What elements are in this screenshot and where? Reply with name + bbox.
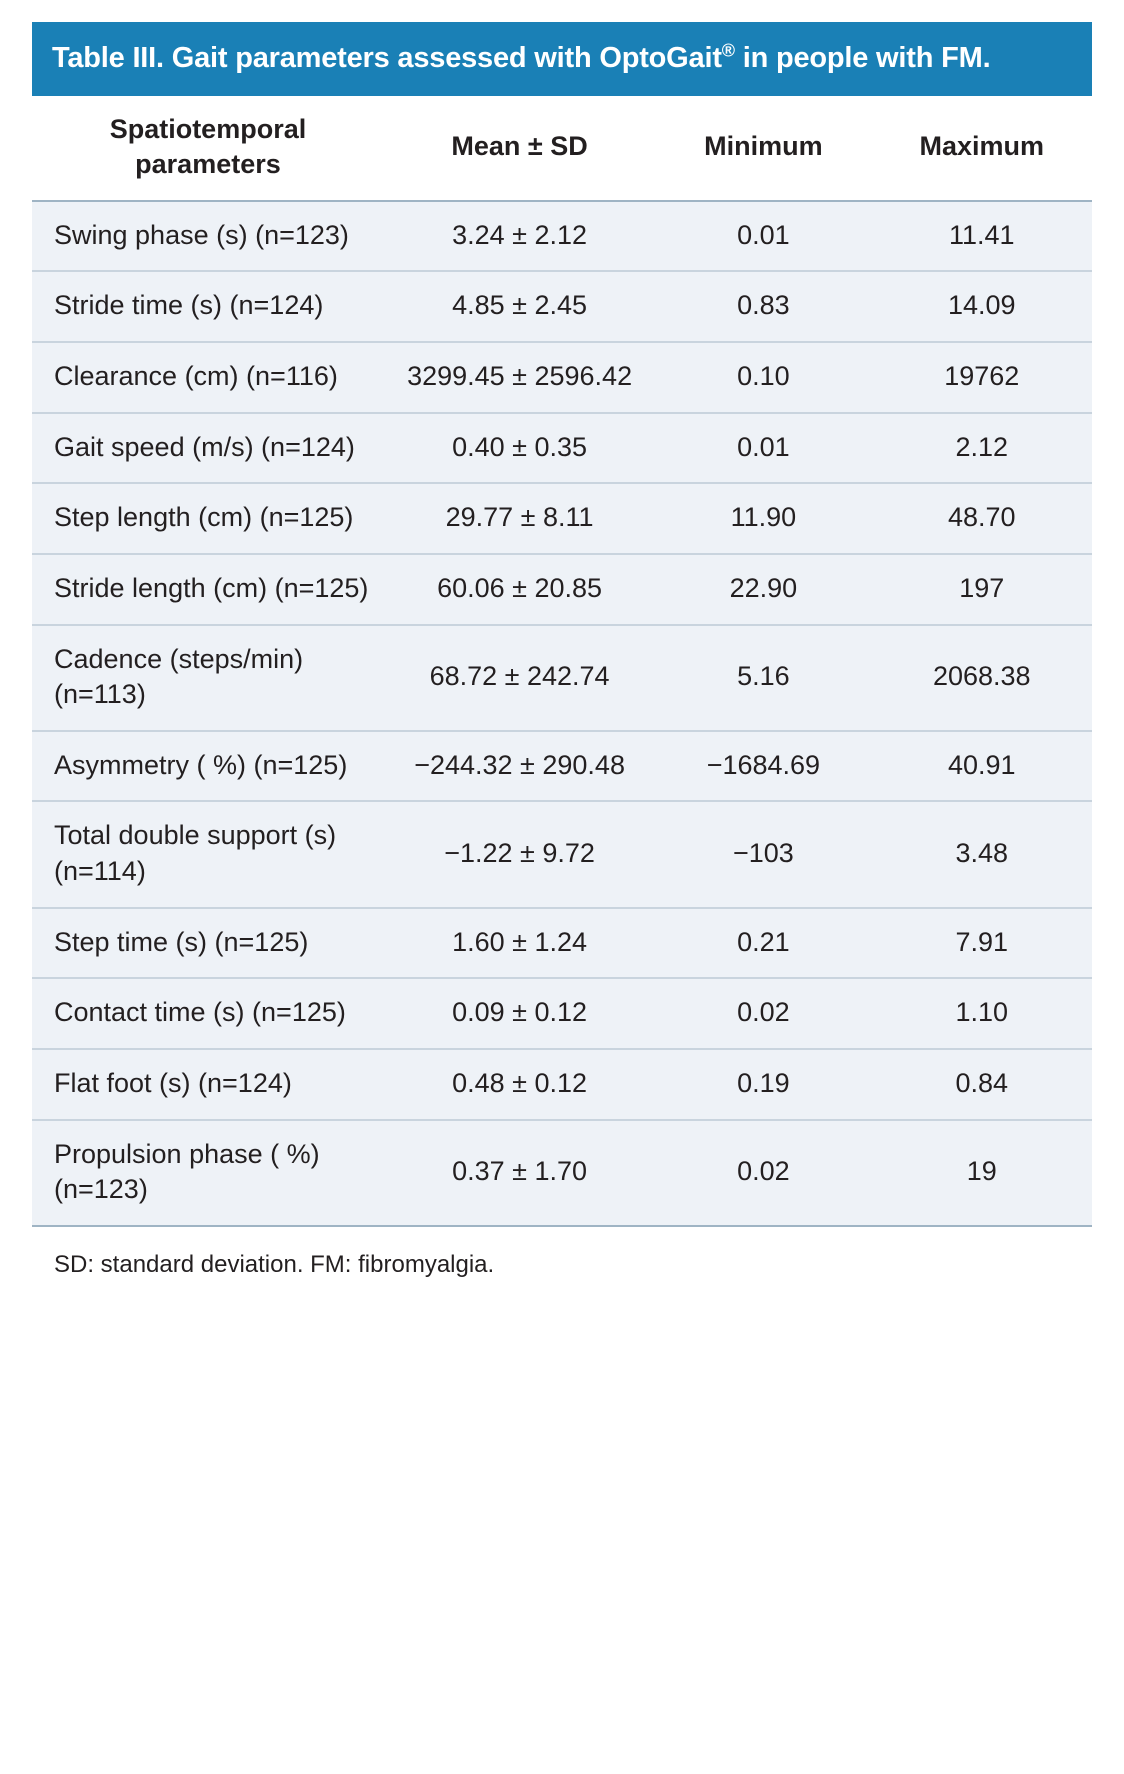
table-row xyxy=(32,1049,1092,1120)
cell-minimum: 0.02 xyxy=(655,1120,871,1226)
table-row xyxy=(32,731,1092,802)
table-row xyxy=(32,978,1092,1049)
cell-mean-sd: 0.40 ± 0.35 xyxy=(384,413,655,484)
table-row xyxy=(32,1120,1092,1226)
cell-maximum: 7.91 xyxy=(872,908,1093,979)
cell-mean-sd: 3.24 ± 2.12 xyxy=(384,201,655,272)
cell-mean-sd: 3299.45 ± 2596.42 xyxy=(384,342,655,413)
cell-minimum: 0.10 xyxy=(655,342,871,413)
cell-mean-sd: 29.77 ± 8.11 xyxy=(384,483,655,554)
table-row xyxy=(32,801,1092,907)
registered-trademark-symbol: ® xyxy=(721,40,735,61)
table-caption-text-after: in people with FM. xyxy=(734,42,991,74)
cell-parameter: Flat foot (s) (n=124) xyxy=(32,1049,384,1120)
cell-parameter: Step time (s) (n=125) xyxy=(32,908,384,979)
column-header-minimum: Minimum xyxy=(655,96,871,201)
cell-parameter: Asymmetry ( %) (n=125) xyxy=(32,731,384,802)
cell-mean-sd: 4.85 ± 2.45 xyxy=(384,271,655,342)
cell-minimum: 0.01 xyxy=(655,201,871,272)
table-header-row xyxy=(32,96,1092,201)
gait-parameters-table xyxy=(32,96,1092,1227)
cell-maximum: 19762 xyxy=(872,342,1093,413)
table-row xyxy=(32,201,1092,272)
cell-maximum: 197 xyxy=(872,554,1093,625)
cell-parameter: Swing phase (s) (n=123) xyxy=(32,201,384,272)
cell-maximum: 0.84 xyxy=(872,1049,1093,1120)
cell-mean-sd: 68.72 ± 242.74 xyxy=(384,625,655,731)
cell-parameter: Gait speed (m/s) (n=124) xyxy=(32,413,384,484)
table-row xyxy=(32,413,1092,484)
cell-minimum: 0.21 xyxy=(655,908,871,979)
cell-minimum: −1684.69 xyxy=(655,731,871,802)
table-row xyxy=(32,554,1092,625)
cell-maximum: 48.70 xyxy=(872,483,1093,554)
cell-parameter: Stride time (s) (n=124) xyxy=(32,271,384,342)
cell-minimum: 0.01 xyxy=(655,413,871,484)
cell-maximum: 19 xyxy=(872,1120,1093,1226)
cell-maximum: 40.91 xyxy=(872,731,1093,802)
cell-minimum: −103 xyxy=(655,801,871,907)
cell-parameter: Total double support (s) (n=114) xyxy=(32,801,384,907)
cell-parameter: Clearance (cm) (n=116) xyxy=(32,342,384,413)
cell-mean-sd: −244.32 ± 290.48 xyxy=(384,731,655,802)
cell-minimum: 0.02 xyxy=(655,978,871,1049)
column-header-maximum: Maximum xyxy=(872,96,1093,201)
cell-maximum: 2068.38 xyxy=(872,625,1093,731)
table-caption xyxy=(32,22,1092,96)
cell-mean-sd: 60.06 ± 20.85 xyxy=(384,554,655,625)
cell-maximum: 11.41 xyxy=(872,201,1093,272)
cell-mean-sd: 1.60 ± 1.24 xyxy=(384,908,655,979)
cell-maximum: 1.10 xyxy=(872,978,1093,1049)
table-row xyxy=(32,908,1092,979)
column-header-parameters: Spatiotemporal parameters xyxy=(32,96,384,201)
cell-parameter: Step length (cm) (n=125) xyxy=(32,483,384,554)
cell-parameter: Cadence (steps/min) (n=113) xyxy=(32,625,384,731)
cell-mean-sd: 0.48 ± 0.12 xyxy=(384,1049,655,1120)
table-body xyxy=(32,201,1092,1226)
table-caption-text-before: Table III. Gait parameters assessed with OptoGait xyxy=(52,42,722,74)
cell-mean-sd: 0.09 ± 0.12 xyxy=(384,978,655,1049)
table-row xyxy=(32,625,1092,731)
table-footnote: SD: standard deviation. FM: fibromyalgia. xyxy=(54,1250,495,1278)
table-row xyxy=(32,483,1092,554)
cell-minimum: 0.83 xyxy=(655,271,871,342)
table-container xyxy=(32,22,1092,1280)
cell-maximum: 2.12 xyxy=(872,413,1093,484)
table-row xyxy=(32,342,1092,413)
cell-parameter: Propulsion phase ( %) (n=123) xyxy=(32,1120,384,1226)
cell-maximum: 3.48 xyxy=(872,801,1093,907)
cell-minimum: 22.90 xyxy=(655,554,871,625)
cell-mean-sd: 0.37 ± 1.70 xyxy=(384,1120,655,1226)
column-header-mean-sd: Mean ± SD xyxy=(384,96,655,201)
cell-minimum: 0.19 xyxy=(655,1049,871,1120)
table-header xyxy=(32,96,1092,201)
cell-maximum: 14.09 xyxy=(872,271,1093,342)
cell-parameter: Contact time (s) (n=125) xyxy=(32,978,384,1049)
table-row xyxy=(32,271,1092,342)
cell-minimum: 11.90 xyxy=(655,483,871,554)
cell-minimum: 5.16 xyxy=(655,625,871,731)
cell-mean-sd: −1.22 ± 9.72 xyxy=(384,801,655,907)
cell-parameter: Stride length (cm) (n=125) xyxy=(32,554,384,625)
